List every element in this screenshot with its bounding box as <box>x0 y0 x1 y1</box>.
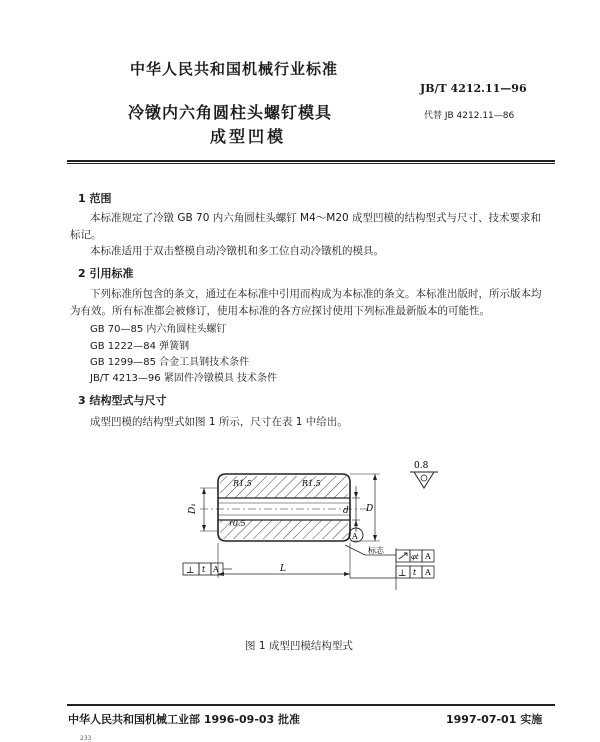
datum-a-label: A <box>352 532 358 541</box>
tolerance-value-right: t <box>413 568 417 577</box>
dimension-d1-label: D₁ <box>188 503 198 514</box>
dimension-L-label: L <box>280 564 286 574</box>
reference-item: GB 1222—84 弹簧钢 <box>90 341 190 352</box>
reference-item: GB 70—85 内六角圆柱头螺钉 <box>90 324 227 335</box>
document-subtitle: 成型凹模 <box>210 127 287 146</box>
reference-item: GB 1299—85 合金工具钢技术条件 <box>90 357 250 368</box>
tolerance-value: t <box>202 565 206 574</box>
fillet-radius-label: r0.5 <box>229 519 246 528</box>
section-3-heading: 3 结构型式与尺寸 <box>78 394 167 407</box>
page-mark: 233 <box>80 735 92 742</box>
dimension-D-label: D <box>366 504 374 514</box>
datum-reference-right: A <box>425 568 431 577</box>
dimension-L <box>218 543 350 578</box>
footer-rule <box>67 704 555 706</box>
dimension-D <box>350 474 380 541</box>
roughness-value: 0.8 <box>414 461 429 471</box>
perpendicularity-symbol: ⊥ <box>186 566 195 576</box>
runout-datum: A <box>425 552 431 561</box>
document-title: 冷镦内六角圆柱头螺钉模具 <box>128 103 333 122</box>
replaces-standard: 代替 JB 4212.11—86 <box>424 111 515 121</box>
section-1-heading: 1 范围 <box>78 192 112 205</box>
perpendicularity-symbol-right: ⊥ <box>398 569 407 579</box>
runout-tolerance: φt <box>411 553 419 561</box>
section-2-paragraph-line-1: 下列标准所包含的条文，通过在本标准中引用而构成为本标准的条文。本标准出版时，所示版本均 <box>90 288 542 300</box>
marking-callout <box>345 545 396 555</box>
standard-number: JB/T 4212.11—96 <box>420 82 527 95</box>
radius-label-left: R1.5 <box>233 479 252 488</box>
section-2-paragraph-line-2: 为有效。所有标准都会被修订，使用本标准的各方应探讨使用下列标准最新版本的可能性。 <box>70 305 490 317</box>
section-2-heading: 2 引用标准 <box>78 267 134 280</box>
issuing-body-title: 中华人民共和国机械行业标准 <box>130 60 339 78</box>
perpendicularity-frame-right <box>350 566 434 579</box>
dimension-d1 <box>188 488 218 531</box>
dimension-d-label: d <box>343 506 349 516</box>
radius-label-right: R1.5 <box>302 479 321 488</box>
section-3-paragraph: 成型凹模的结构型式如图 1 所示，尺寸在表 1 中给出。 <box>90 416 348 428</box>
roughness-symbol <box>410 461 438 488</box>
reference-item: JB/T 4213—96 紧固件冷镦模具 技术条件 <box>90 373 277 384</box>
section-1-paragraph-1-line-2: 标记。 <box>70 229 102 241</box>
approval-line: 中华人民共和国机械工业部 1996-09-03 批准 <box>68 713 301 726</box>
section-1-paragraph-1-line-1: 本标准规定了冷镦 GB 70 内六角圆柱头螺钉 M4～M20 成型凹模的结构型式与尺寸、技术要求和 <box>90 212 542 224</box>
datum-reference: A <box>213 565 219 574</box>
marking-label: 标志 <box>368 546 384 555</box>
figure-caption: 图 1 成型凹模结构型式 <box>245 640 353 652</box>
section-1-paragraph-2: 本标准适用于双击整模自动冷镦机和多工位自动冷镦机的模具。 <box>90 245 384 257</box>
effective-date: 1997-07-01 实施 <box>446 713 543 726</box>
